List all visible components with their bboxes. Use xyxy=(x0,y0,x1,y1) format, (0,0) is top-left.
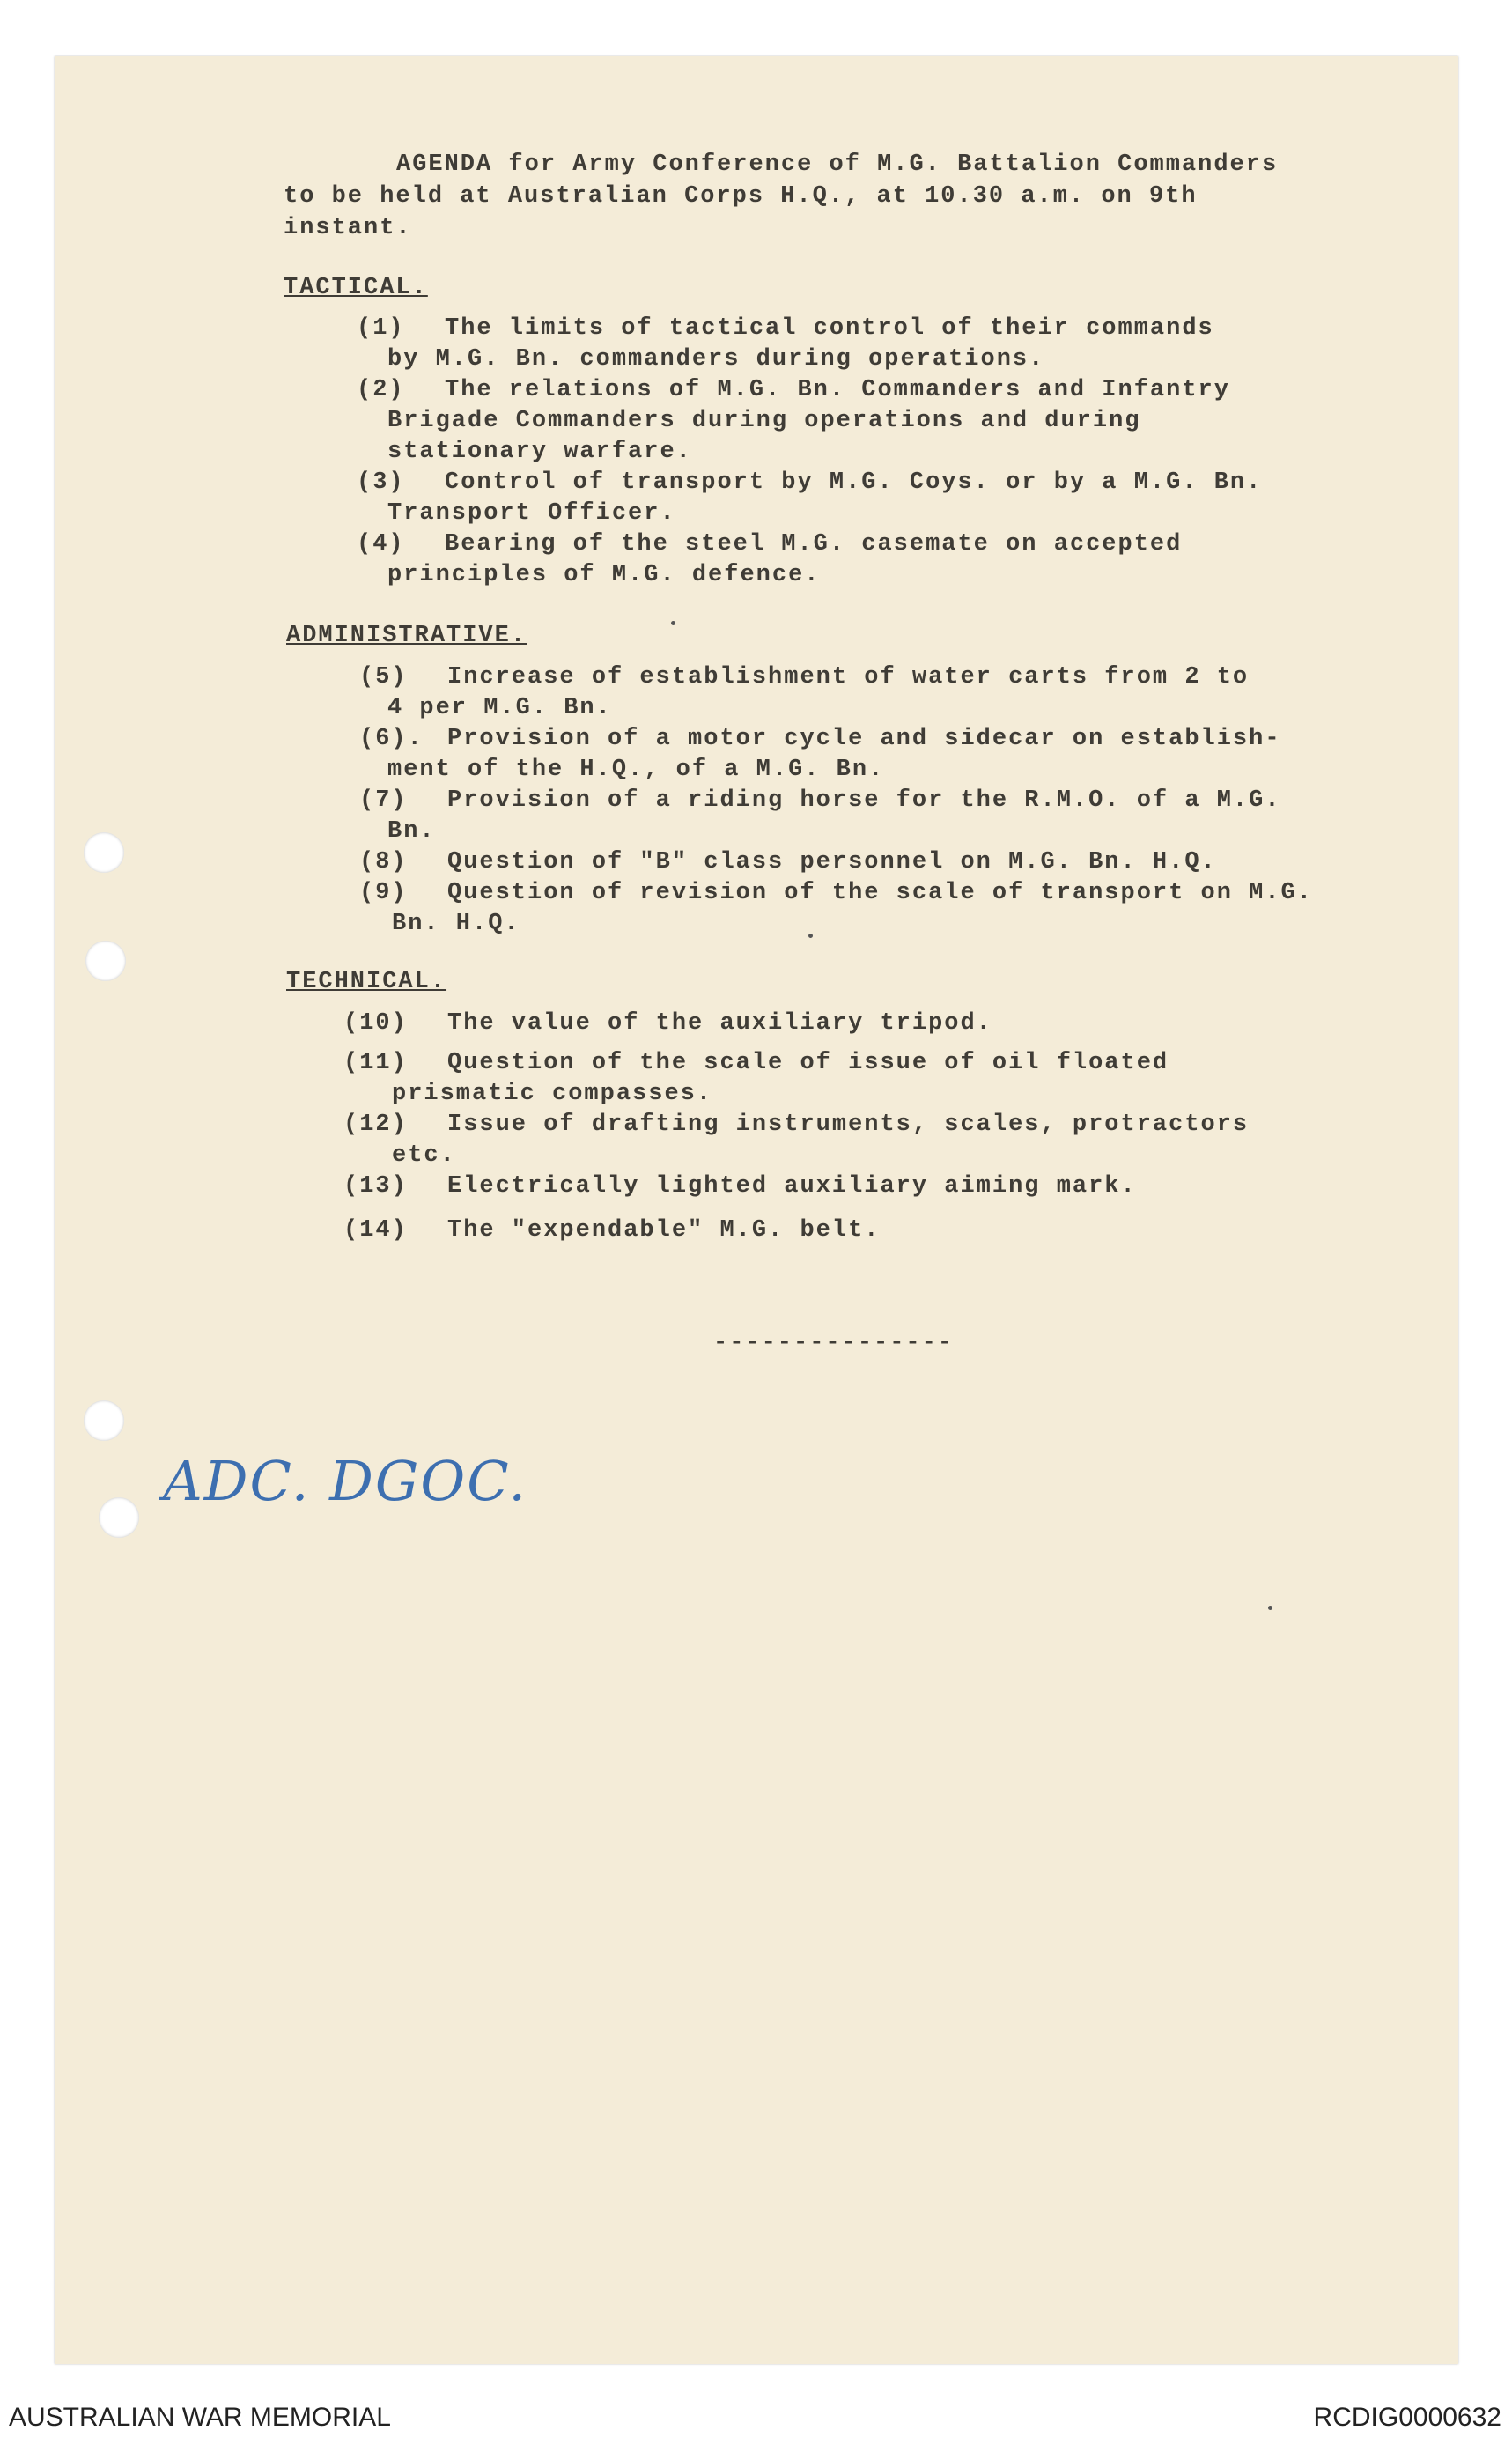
paper-speck xyxy=(671,621,675,625)
item-number: (1) xyxy=(357,315,405,342)
technical-heading: TECHNICAL. xyxy=(286,969,447,995)
item-continuation: etc. xyxy=(392,1142,456,1169)
item-number: (14) xyxy=(343,1217,408,1244)
item-number: (7) xyxy=(359,787,408,814)
paper-speck xyxy=(808,934,813,938)
agenda-title-line-1: AGENDA for Army Conference of M.G. Battalion Commanders xyxy=(396,151,1279,178)
item-text: The "expendable" M.G. belt. xyxy=(447,1217,881,1244)
item-number: (2) xyxy=(357,377,405,403)
agenda-item xyxy=(343,1215,880,1246)
item-text: The relations of M.G. Bn. Commanders and Infantry xyxy=(445,377,1230,403)
agenda-item xyxy=(359,786,1281,816)
punch-hole xyxy=(84,832,124,873)
punch-hole xyxy=(85,941,126,981)
agenda-item xyxy=(359,724,1281,755)
agenda-item xyxy=(343,1048,1169,1079)
item-text: Increase of establishment of water carts from 2 to xyxy=(447,664,1250,691)
item-continuation: 4 per M.G. Bn. xyxy=(387,695,612,721)
item-number: (13) xyxy=(343,1173,408,1200)
agenda-item xyxy=(359,662,1249,693)
item-continuation: Transport Officer. xyxy=(387,500,676,527)
item-number: (4) xyxy=(357,531,405,558)
item-text: Issue of drafting instruments, scales, protractors xyxy=(447,1112,1250,1138)
footer-credit: AUSTRALIAN WAR MEMORIAL xyxy=(9,2403,391,2432)
item-continuation: prismatic compasses. xyxy=(392,1081,713,1107)
item-number: (8) xyxy=(359,849,408,875)
punch-hole xyxy=(99,1497,139,1538)
agenda-title-line-3: instant. xyxy=(284,215,412,241)
item-continuation: by M.G. Bn. commanders during operations. xyxy=(387,346,1045,373)
item-number: (12) xyxy=(343,1112,408,1138)
item-text: The limits of tactical control of their commands xyxy=(445,315,1214,342)
item-continuation: ment of the H.Q., of a M.G. Bn. xyxy=(387,757,885,783)
administrative-heading: ADMINISTRATIVE. xyxy=(286,623,527,649)
agenda-title-line-2: to be held at Australian Corps H.Q., at 10.30 a.m. on 9th xyxy=(284,183,1198,210)
item-text: Question of revision of the scale of transport on M.G. xyxy=(447,880,1313,906)
item-text: Electrically lighted auxiliary aiming mark. xyxy=(447,1173,1137,1200)
item-continuation: principles of M.G. defence. xyxy=(387,562,821,588)
item-text: Question of the scale of issue of oil floated xyxy=(447,1050,1169,1076)
item-text: Control of transport by M.G. Coys. or by a M.G. Bn. xyxy=(445,469,1263,496)
agenda-item xyxy=(343,1110,1249,1141)
punch-hole xyxy=(84,1400,124,1441)
handwritten-initials: ADC. DGOC. xyxy=(163,1449,528,1513)
paper-speck xyxy=(1268,1606,1272,1610)
item-continuation: stationary warfare. xyxy=(387,439,692,465)
item-text: Question of "B" class personnel on M.G. Bn. H.Q. xyxy=(447,849,1217,875)
agenda-item xyxy=(357,375,1230,406)
tactical-heading: TACTICAL. xyxy=(284,275,428,301)
item-text: Provision of a riding horse for the R.M.O. of a M.G. xyxy=(447,787,1281,814)
agenda-item xyxy=(359,847,1217,878)
agenda-item xyxy=(343,1171,1137,1202)
footer-reference-id: RCDIG0000632 xyxy=(1313,2403,1501,2432)
agenda-item xyxy=(357,468,1262,499)
item-number: (5) xyxy=(359,664,408,691)
item-number: (3) xyxy=(357,469,405,496)
item-text: Bearing of the steel M.G. casemate on accepted xyxy=(445,531,1183,558)
item-continuation: Brigade Commanders during operations and during xyxy=(387,408,1141,434)
agenda-item xyxy=(357,529,1182,560)
agenda-item xyxy=(359,878,1313,909)
item-text: Provision of a motor cycle and sidecar on establish- xyxy=(447,726,1281,752)
item-text: The value of the auxiliary tripod. xyxy=(447,1010,992,1037)
agenda-item xyxy=(343,1008,992,1039)
item-continuation: Bn. H.Q. xyxy=(392,911,520,937)
item-number: (10) xyxy=(343,1010,408,1037)
item-number: (6). xyxy=(359,726,424,752)
item-number: (9) xyxy=(359,880,408,906)
item-continuation: Bn. xyxy=(387,818,436,845)
agenda-item xyxy=(357,314,1214,344)
separator-line: --------------- xyxy=(713,1330,955,1356)
item-number: (11) xyxy=(343,1050,408,1076)
